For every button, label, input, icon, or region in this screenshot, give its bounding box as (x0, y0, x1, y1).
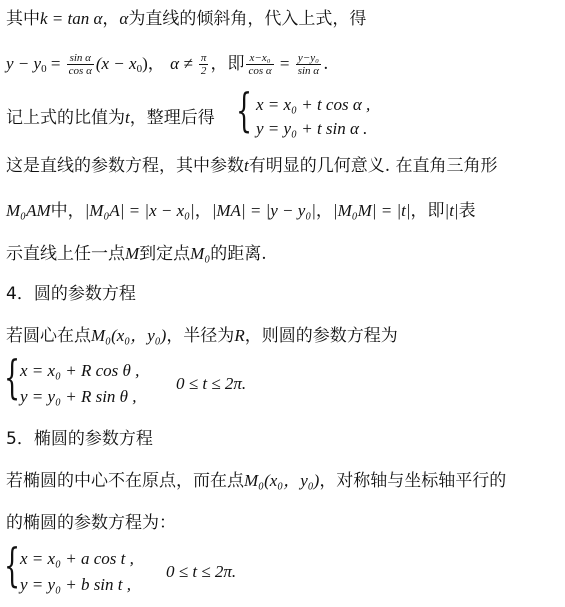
text: 若圆心在点 (6, 326, 91, 346)
fraction-x (246, 52, 273, 77)
text: 表 (458, 201, 476, 221)
formula: |t| (444, 201, 459, 220)
text-line-1 (6, 8, 366, 30)
text: 示直线上任一点 (6, 244, 125, 264)
text: ，整理后得 (129, 108, 215, 128)
text: ，即 (410, 201, 445, 221)
text: ， (194, 201, 212, 221)
denominator: sin α (297, 65, 320, 77)
text: 其中 (6, 9, 40, 29)
text-line-3 (6, 107, 215, 129)
text: 到定点 (139, 244, 191, 264)
subscript: 0 (41, 63, 47, 75)
text: ， (210, 54, 228, 74)
subscript: 0 (136, 63, 143, 75)
text-line-12: 的椭圆的参数方程为： (6, 513, 176, 533)
text: 有明显的几何意义. 在直角三角形 (248, 156, 498, 176)
text-line-5 (6, 200, 476, 222)
formula: α ≠ (170, 54, 197, 73)
formula: y − y (6, 54, 42, 73)
numerator: π (200, 52, 207, 64)
text: 中， (50, 201, 85, 221)
formula: k = tan α (40, 9, 103, 28)
denominator: 2 (200, 65, 207, 77)
formula: M (125, 244, 140, 263)
text: 的距离. (210, 244, 267, 264)
formula: M₀ (190, 244, 211, 263)
numerator: y−y₀ (296, 52, 321, 65)
denominator: cos α (248, 65, 272, 77)
formula: M₀(x₀，y₀) (91, 326, 167, 345)
text: 为直线的倾斜角，代入上式，得 (128, 9, 367, 29)
formula: = (46, 54, 65, 73)
numerator: sin α (67, 52, 94, 65)
left-brace: { (4, 538, 21, 592)
text: . (323, 54, 329, 74)
formula: t (125, 108, 130, 127)
numerator: x−x₀ (246, 52, 273, 65)
parameter-range: 0 ≤ t ≤ 2π. (166, 562, 237, 581)
formula: M₀AM (6, 201, 51, 220)
equation: y = y₀ + R sin θ , (20, 387, 137, 406)
formula: α (119, 9, 129, 28)
formula: R (234, 326, 245, 345)
fraction-y (296, 52, 321, 77)
equation: x = x₀ + t cos α , (256, 95, 371, 114)
equation: y = y₀ + b sin t , (20, 575, 132, 594)
text-line-4 (6, 155, 498, 177)
text: ，对称轴与坐标轴平行的 (319, 471, 507, 491)
formula: = (275, 54, 294, 73)
fraction-sin-cos (67, 52, 94, 77)
formula: M₀(x₀，y₀) (244, 471, 320, 490)
section-heading-circle: 4．圆的参数方程 (6, 284, 136, 304)
fraction-pi-2 (199, 52, 209, 77)
text: 记上式的比值为 (6, 108, 125, 128)
equation: y = y₀ + t sin α . (256, 119, 368, 138)
left-brace: { (236, 83, 253, 137)
text: 若椭圆的中心不在原点，而在点 (6, 471, 244, 491)
equation: x = x₀ + R cos θ , (20, 361, 140, 380)
text: ，半径为 (166, 326, 235, 346)
formula-line-2 (6, 52, 329, 77)
formula: (x − x (95, 54, 137, 73)
formula: |M₀A| = |x − x₀| (84, 201, 195, 220)
formula: )， (142, 54, 165, 73)
section-heading-ellipse: 5．椭圆的参数方程 (6, 429, 153, 449)
left-brace: { (4, 350, 21, 404)
text: 即 (227, 54, 245, 74)
text-line-8 (6, 325, 398, 347)
text: ， (102, 9, 120, 29)
text-line-6 (6, 243, 267, 265)
parameter-range: 0 ≤ t ≤ 2π. (176, 374, 247, 393)
text-line-11 (6, 470, 506, 492)
equation: x = x₀ + a cos t , (20, 549, 134, 568)
text: ，则圆的参数方程为 (244, 326, 398, 346)
formula: t (244, 156, 249, 175)
formula: |MA| = |y − y₀| (211, 201, 316, 220)
formula: |M₀M| = |t| (332, 201, 411, 220)
denominator: cos α (68, 65, 92, 77)
text: 这是直线的参数方程，其中参数 (6, 156, 244, 176)
text: ， (315, 201, 333, 221)
